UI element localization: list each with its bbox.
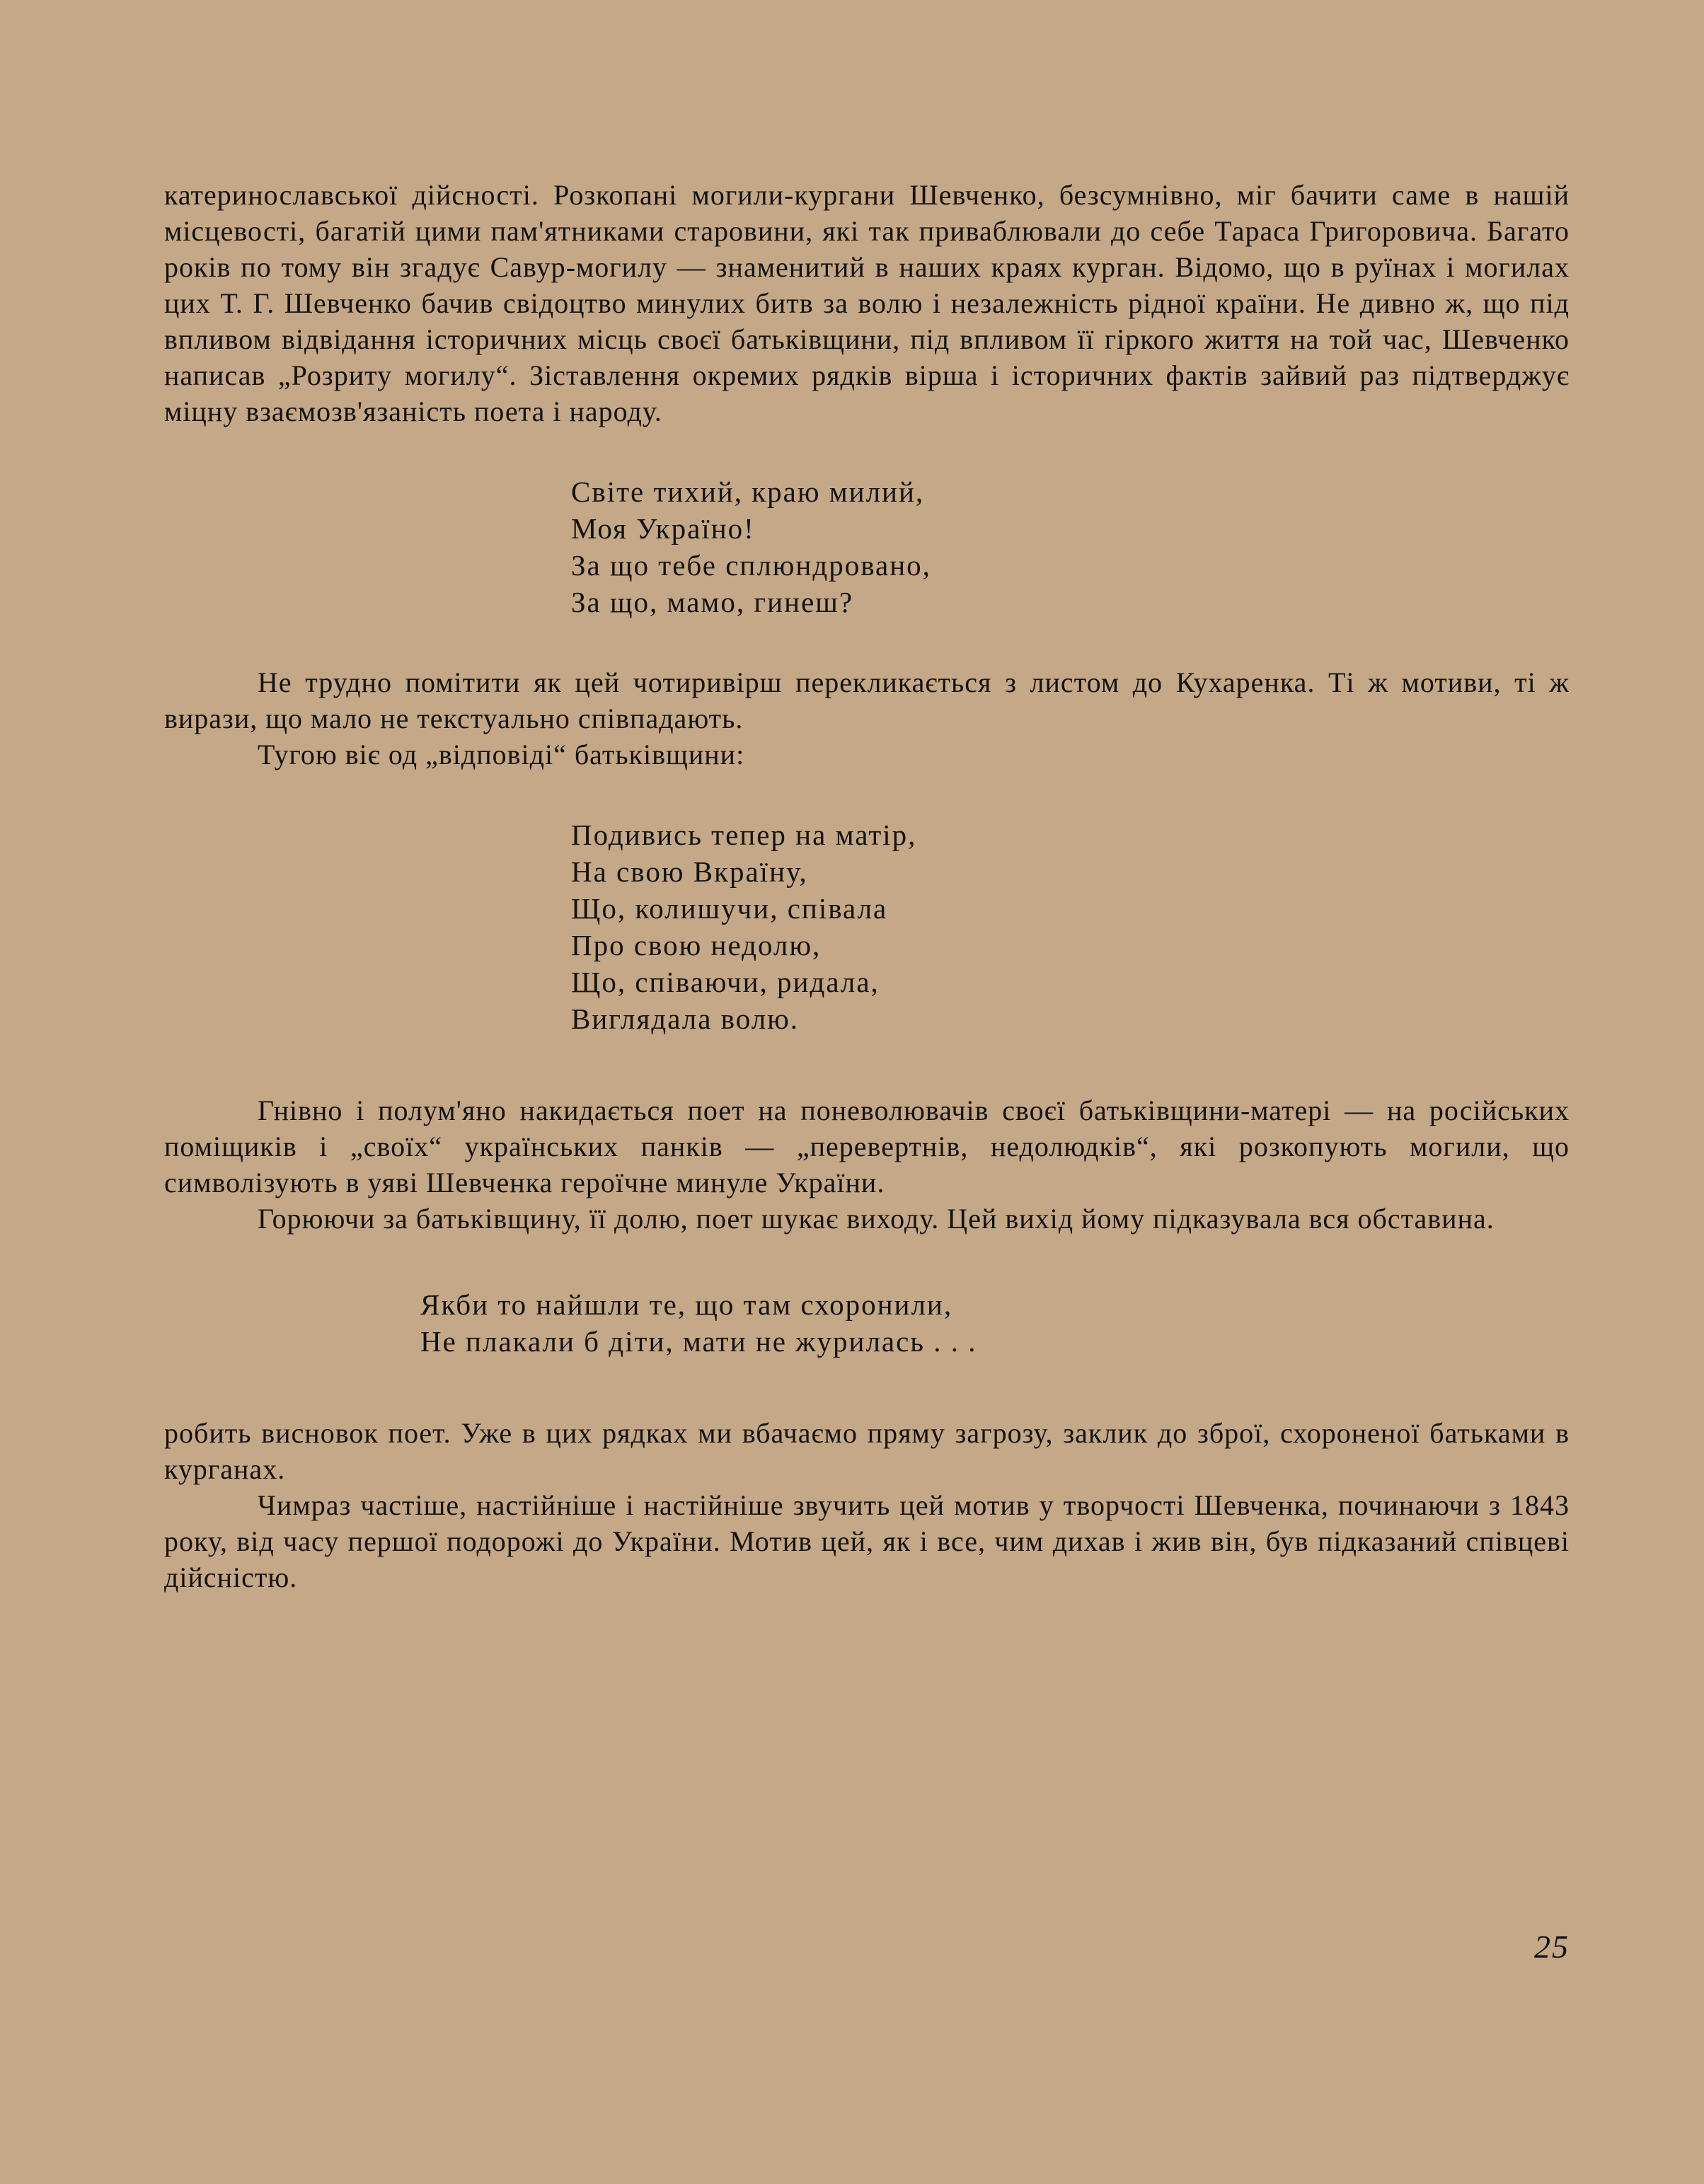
verse-line: На свою Вкраїну, xyxy=(571,855,808,888)
verse-line: За що тебе сплюндровано, xyxy=(571,549,931,582)
verse-line: Подивись тепер на матір, xyxy=(571,819,917,851)
verse-line: Якби то найшли те, що там схоронили, xyxy=(420,1288,953,1321)
paragraph-4: Гнівно і полум'яно накидається поет на поневолювачів своєї батьківщини-матері — на російських поміщиків і „своїх“ українських панків — „перевертнів, недолюдків“, які розкопують могили, що символізують в уяві Шевченка героїчне минуле України. xyxy=(164,1094,1570,1198)
verse-block-2 xyxy=(571,816,1570,1037)
verse-line: Що, співаючи, ридала, xyxy=(571,966,880,998)
paragraph-5: Горюючи за батьківщину, її долю, поет шукає виходу. Цей вихід йому підказувала вся обставина. xyxy=(258,1203,1495,1235)
verse-block-3 xyxy=(420,1286,1570,1360)
verse-line: Про свою недолю, xyxy=(571,929,822,961)
verse-block-1 xyxy=(571,473,1570,620)
verse-line: Моя Україно! xyxy=(571,512,755,545)
verse-line: Виглядала волю. xyxy=(571,1003,800,1035)
page-number: 25 xyxy=(1534,1929,1570,1965)
verse-line: За що, мамо, гинеш? xyxy=(571,586,854,618)
verse-line: Світе тихий, краю милий, xyxy=(571,475,925,508)
paragraph-1: катеринославської дійсності. Розкопані могили-кургани Шевченко, безсумнівно, міг бачити саме в нашій місцевості, багатій цими пам'ятниками старовини, які так приваблювали до себе Тараса Григоровича. Багато років по тому він згадує Савур-могилу — знаменитий в наших краях курган. Відомо, що в руїнах і могилах цих Т. Г. Шевченко бачив свідоцтво минулих битв за волю і незалежність рідної країни. Не дивно ж, що під впливом відвідання історичних місць своєї батьківщини, під впливом її гіркого життя на той час, Шевченко написав „Розриту могилу“. Зіставлення окремих рядків вірша і історичних фактів зайвий раз підтверджує міцну взаємозв'язаність поета і народу. xyxy=(164,179,1570,427)
paragraph-2: Не трудно помітити як цей чотиривірш перекликається з листом до Кухаренка. Ті ж мотиви, ті ж вирази, що мало не текстуально співпадають. xyxy=(164,666,1570,734)
verse-line: Що, колишучи, співала xyxy=(571,892,888,925)
verse-line: Не плакали б діти, мати не журилась . . . xyxy=(420,1325,977,1358)
paragraph-7: Чимраз частіше, настійніше і настійніше звучить цей мотив у творчості Шевченка, починаючи з 1843 року, від часу першої подорожі до України. Мотив цей, як і все, чим дихав і жив він, був підказаний співцеві дійсністю. xyxy=(164,1489,1570,1593)
paragraph-6: робить висновок поет. Уже в цих рядках ми вбачаємо пряму загрозу, заклик до зброї, схороненої батьками в курганах. xyxy=(164,1417,1570,1485)
paragraph-3: Тугою віє од „відповіді“ батьківщини: xyxy=(258,739,745,770)
